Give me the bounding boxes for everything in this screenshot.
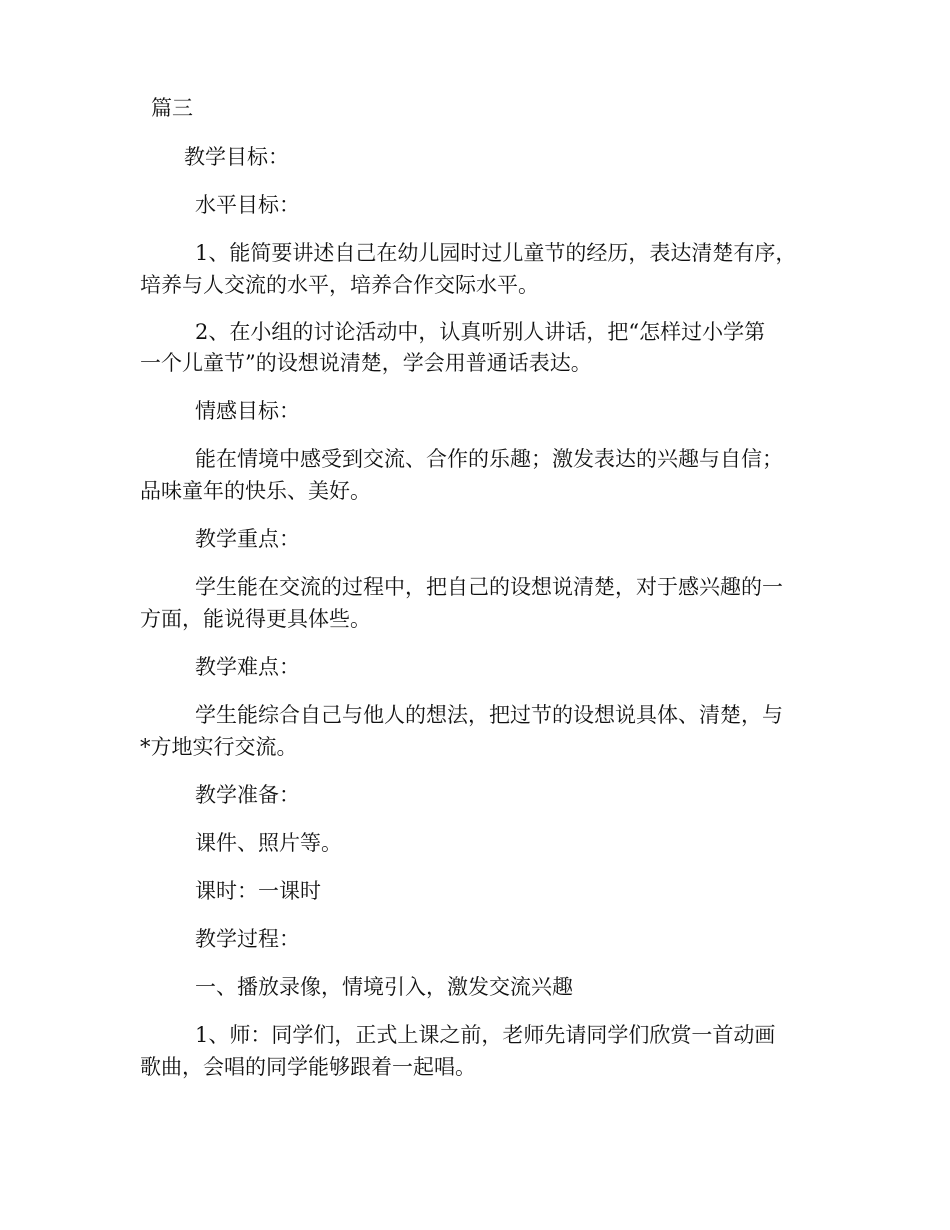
step1-item1-line1: 1、师：同学们，正式上课之前，老师先请同学们欣赏一首动画 xyxy=(195,1023,776,1047)
emotion-line2: 品味童年的快乐、美好。 xyxy=(140,479,371,503)
goal2-line2: 一个儿童节”的设想说清楚，学会用普通话表达。 xyxy=(140,351,592,375)
goal1-line2: 培养与人交流的水平，培养合作交际水平。 xyxy=(140,273,539,297)
key-line2: 方面，能说得更具体些。 xyxy=(140,607,371,631)
difficulty-heading: 教学难点： xyxy=(195,655,300,679)
teaching-goals-heading: 教学目标： xyxy=(184,145,289,169)
section-title: 篇三 xyxy=(151,96,193,120)
preparation-heading: 教学准备： xyxy=(195,783,300,807)
goal2-line1: 2、在小组的讨论活动中，认真听别人讲话，把“怎样过小学第 xyxy=(195,320,766,344)
ability-goals-heading: 水平目标： xyxy=(195,193,300,217)
emotion-line1: 能在情境中感受到交流、合作的乐趣；激发表达的兴趣与自信； xyxy=(195,447,783,471)
key-line1: 学生能在交流的过程中，把自己的设想说清楚，对于感兴趣的一 xyxy=(195,575,783,599)
goal1-line1: 1、能简要讲述自己在幼儿园时过儿童节的经历，表达清楚有序， xyxy=(195,241,797,265)
key-points-heading: 教学重点： xyxy=(195,527,300,551)
step1-item1-line2: 歌曲，会唱的同学能够跟着一起唱。 xyxy=(140,1055,476,1079)
difficulty-line2: *方地实行交流。 xyxy=(140,735,298,759)
process-heading: 教学过程： xyxy=(195,927,300,951)
emotion-goals-heading: 情感目标： xyxy=(195,399,300,423)
step1-title: 一、播放录像，情境引入，激发交流兴趣 xyxy=(195,975,573,999)
difficulty-line1: 学生能综合自己与他人的想法，把过节的设想说具体、清楚，与 xyxy=(195,703,783,727)
class-hours: 课时：一课时 xyxy=(195,879,321,903)
preparation-text: 课件、照片等。 xyxy=(195,831,342,855)
